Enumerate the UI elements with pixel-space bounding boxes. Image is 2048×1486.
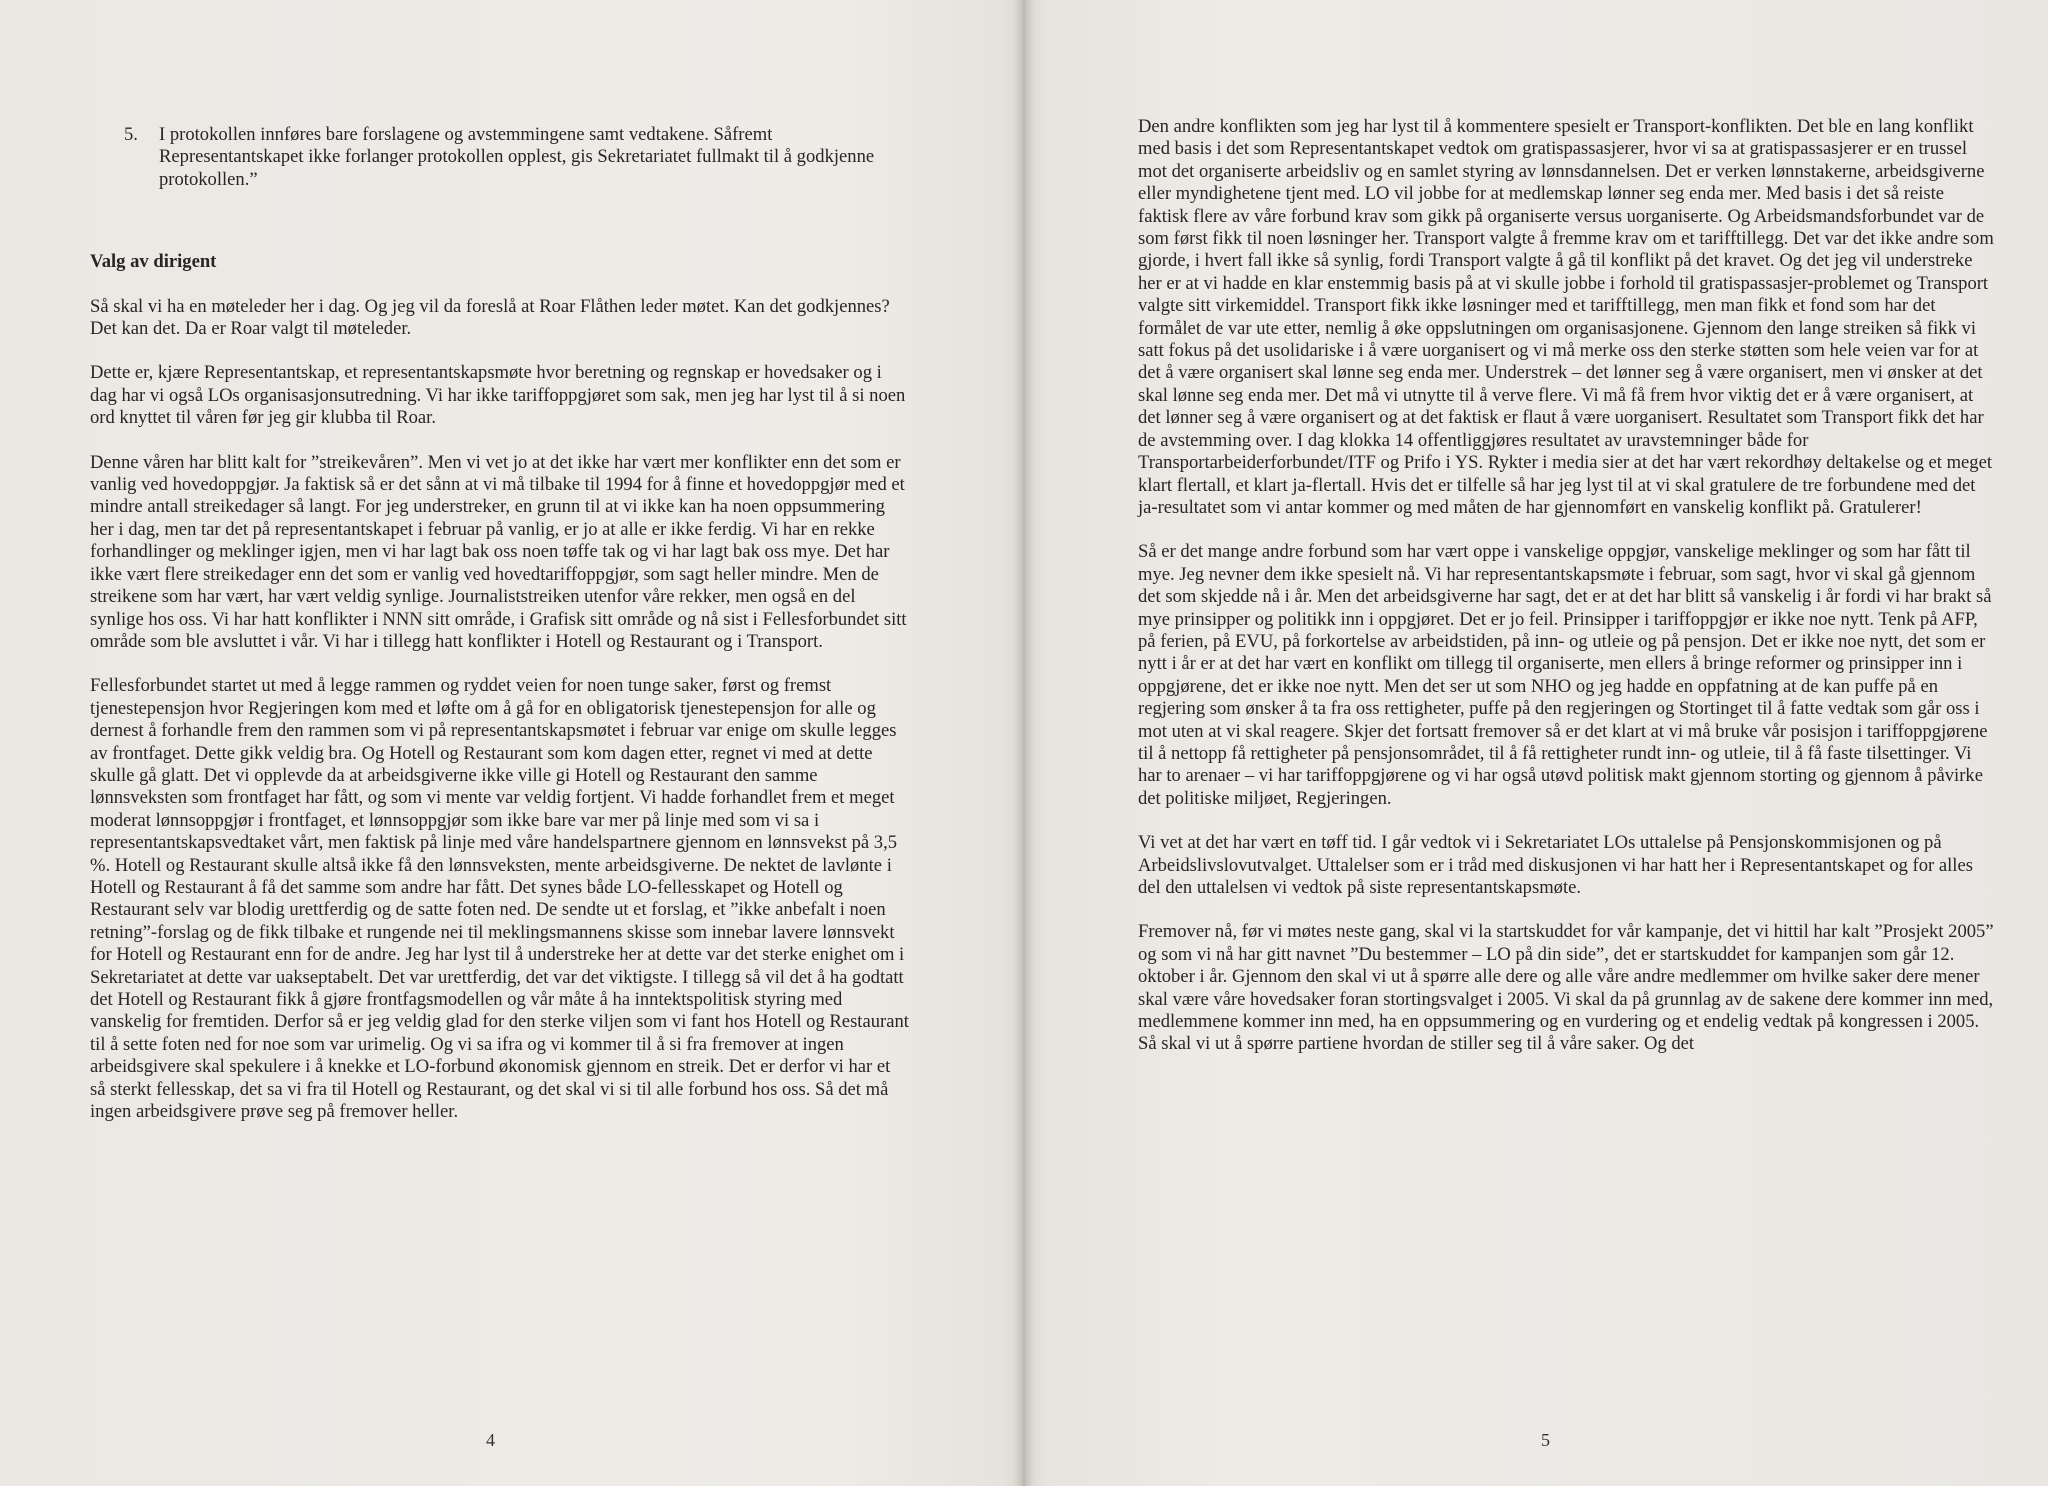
page-number: 5 <box>1541 1430 1550 1450</box>
section-heading: Valg av dirigent <box>90 251 217 273</box>
page-left <box>0 0 1016 1486</box>
paragraph: Fellesforbundet startet ut med å legge rammen og ryddet veien for noen tunge saker, først og fremst tjenestepensjon hvor Regjeringen kom med et løfte om å gå for en obligatorisk tjenestepensjon for alle og dernest å forhandle frem den rammen som vi på representantskapsmøtet i februar var enige om skulle legges av frontfaget. Dette gikk veldig bra. Og Hotell og Restaurant som kom dagen etter, regnet vi med at dette skulle gå glatt. Det vi opplevde da at arbeidsgiverne ikke ville gi Hotell og Restaurant den samme lønnsveksten som frontfaget har fått, og som vi mente var veldig fortjent. Vi hadde forhandlet frem et meget moderat lønnsoppgjør i frontfaget, et lønnsoppgjør som ikke bare var mer på linje med som vi sa i representantskapsvedtaket vårt, men faktisk på linje med våre handelspartnere gjennom en lønnsvekst på 3,5 %. Hotell og Restaurant skulle altså ikke få den lønnsveksten, mente arbeidsgiverne. De nektet de lavlønte i Hotell og Restaurant å få det samme som andre har fått. Det synes både LO-fellesskapet og Hotell og Restaurant selv var blodig urettferdig og de satte foten ned. De sendte ut et forslag, et ”ikke anbefalt i noen retning”-forslag og de fikk tilbake et rungende nei til meklingsmannens skisse som innebar lavere lønnsvekt for Hotell og Restaurant enn for de andre. Jeg har lyst til å understreke her at dette var det sterke enighet om i Sekretariatet at dette var uakseptabelt. Det var urettferdig, det var det viktigste. I tillegg så vil det å ha godtatt det Hotell og Restaurant fikk å gjøre frontfagsmodellen og vår måte å ha inntektspolitisk styring med vanskelig for fremtiden. Derfor så er jeg veldig glad for den sterke viljen som vi fant hos Hotell og Restaurant til å sette foten ned for noe som var urimelig. Og vi sa ifra og vi kommer til å si fra fremover at ingen arbeidsgivere skal spekulere i å knekke et LO-forbund økonomisk gjennom en streik. Det er derfor vi har et så sterkt fellesskap, det sa vi fra til Hotell og Restaurant, og det skal vi si til alle forbund hos oss. Så det må ingen arbeidsgivere prøve seg på fremover heller. <box>90 675 909 1123</box>
paragraph: Fremover nå, før vi møtes neste gang, skal vi la startskuddet for vår kampanje, det vi hittil har kalt ”Prosjekt 2005” og som vi nå har gitt navnet ”Du bestemmer – LO på din side”, det er startskuddet for kampanjen som går 12. oktober i år. Gjennom den skal vi ut å spørre alle dere og alle våre andre medlemmer om hvilke saker dere mener skal være våre hovedsaker foran stortingsvalget i 2005. Vi skal da på grunnlag av de sakene dere kommer inn med, medlemmene kommer inn med, ha en oppsummering og en vurdering og et endelig vedtak på kongressen i 2005. Så skal vi ut å spørre partiene hvordan de stiller seg til å våre saker. Og det <box>1138 921 1994 1055</box>
paragraph: Den andre konflikten som jeg har lyst til å kommentere spesielt er Transport-konflikten. Det ble en lang konflikt med basis i det som Representantskapet vedtok om gratispassasjerer, hvor vi sa at gratispassasjerer er en trussel mot det organiserte arbeidsliv og en samlet styring av lønnsdannelsen. Det er verken lønnstakerne, arbeidsgiverne eller myndighetene tjent med. LO vil jobbe for at medlemskap lønner seg enda mer. Med basis i det så reiste faktisk flere av våre forbund krav som gikk på organiserte versus uorganiserte. Og Arbeidsmandsforbundet var de som først fikk til noen løsninger her. Transport valgte å fremme krav om et tarifftillegg. Det var det ikke andre som gjorde, i hvert fall ikke så synlig, fordi Transport valgte å gå til konflikt på det kravet. Og det jeg vil understreke her er at vi hadde en klar enstemmig basis på at vi skulle jobbe i forhold til gratispassasjer-problemet og Transport valgte sitt virkemiddel. Transport fikk ikke løsninger med et tarifftillegg, men man fikk et fond som har det formålet de var ute etter, nemlig å øke oppslutningen om organisasjonene. Gjennom den lange streiken så fikk vi satt fokus på det usolidariske i å være uorganisert og vi må merke oss den sterke støtten som hele veien var for at det å være organisert skal lønne seg enda mer. Understrek – det lønner seg å være organisert, men vi ønsker at det skal lønne seg enda mer. Det må vi utnytte til å verve flere. Vi må få frem hvor viktig det er å være organisert, at det lønner seg å være organisert og at det faktisk er flaut å være uorganisert. Resultatet som Transport fikk det har de avstemming over. I dag klokka 14 offentliggjøres resultatet av uravstemninger både for Transportarbeiderforbundet/ITF og Prifo i YS. Rykter i media sier at det har vært rekordhøy deltakelse og et meget klart flertall, et klart ja-flertall. Hvis det er tilfelle så har jeg lyst til at vi skal gratulere de tre forbundene med det ja-resultatet som vi antar kommer og med måten de har gjennomført en vanskelig konflikt på. Gratulerer! <box>1138 116 1994 518</box>
paragraph: Dette er, kjære Representantskap, et representantskapsmøte hvor beretning og regnskap er hovedsaker og i dag har vi også LOs organisasjonsutredning. Vi har ikke tariffoppgjøret som sak, men jeg har lyst til å si noen ord knyttet til våren før jeg gir klubba til Roar. <box>90 362 906 429</box>
book-fold <box>1014 0 1034 1486</box>
item-number: 5. <box>124 124 138 145</box>
page-number: 4 <box>486 1430 495 1450</box>
page-right <box>1032 0 2048 1486</box>
paragraph: Vi vet at det har vært en tøff tid. I går vedtok vi i Sekretariatet LOs uttalelse på Pensjonskommisjonen og på Arbeidslivslovutvalget. Uttalelser som er i tråd med diskusjonen vi har hatt her i Representantskapet og for alles del den uttalelsen vi vedtok på siste representantskapsmøte. <box>1138 832 1973 898</box>
left-text-column <box>90 124 910 1145</box>
paragraph: Så er det mange andre forbund som har vært oppe i vanskelige oppgjør, vanskelige meklinger og som har fått til mye. Jeg nevner dem ikke spesielt nå. Vi har representantskapsmøte i februar, som sagt, hvor vi skal gå gjennom det som skjedde nå i år. Men det arbeidsgiverne har sagt, det er at det har blitt så vanskelig i år fordi vi har brakt så mye prinsipper og politikk inn i oppgjøret. Det er jo feil. Prinsipper i tariffoppgjør er ikke noe nytt. Tenk på AFP, på ferien, på EVU, på forkortelse av arbeidstiden, på inn- og utleie og på pensjon. Det er ikke noe nytt, det som er nytt i år er at det har vært en konflikt om tillegg til organiserte, men ellers å bringe reformer og prinsipper inn i oppgjørene, det er ikke noe nytt. Men det ser ut som NHO og jeg hadde en oppfatning at de kan puffe på en regjering som ønsker å ta fra oss rettigheter, puffe på den regjeringen og Stortinget til å fatte vedtak som går oss i mot uten at vi skal reagere. Skjer det fortsatt fremover så er det klart at vi må bruke vår posisjon i tariffoppgjørene til å nettopp få rettigheter på pensjonsområdet, til å få rettigheter rundt inn- og utleie, til å få faste tilsettinger. Vi har to arenaer – vi har tariffoppgjørene og vi har også utøvd politisk makt gjennom storting og gjennom å påvirke det politiske miljøet, Regjeringen. <box>1138 541 1992 809</box>
item-text: I protokollen innføres bare forslagene og avstemmingene samt vedtakene. Såfremt Representantskapet ikke forlanger protokollen opplest, gis Sekretariatet fullmakt til å godkjenne protokollen.” <box>159 124 875 190</box>
protocol-item-5 <box>90 124 910 191</box>
paragraph: Denne våren har blitt kalt for ”streikevåren”. Men vi vet jo at det ikke har vært mer konflikter enn det som er vanlig ved hovedoppgjør. Ja faktisk så er det sånn at vi må tilbake til 1994 for å finne et hovedoppgjør med et mindre antall streikedager så langt. For jeg understreker, en grunn til at vi ikke kan ha noen oppsummering her i dag, men tar det på representantskapet i februar på vanlig, er jo at alle er ikke ferdig. Vi har en rekke forhandlinger og meklinger igjen, men vi har lagt bak oss noen tøffe tak og vi har lagt bak oss mye. Det har ikke vært flere streikedager enn det som er vanlig ved hovedtariffoppgjør, som sagt heller mindre. Men de streikene som har vært, har vært veldig synlige. Journaliststreiken utenfor våre rekker, men også en del synlige hos oss. Vi har hatt konflikter i NNN sitt område, i Grafisk sitt område og nå sist i Fellesforbundet sitt område som ble avsluttet i vår. Vi har i tillegg hatt konflikter i Hotell og Restaurant og i Transport. <box>90 451 907 652</box>
paragraph: Så skal vi ha en møteleder her i dag. Og jeg vil da foreslå at Roar Flåthen leder møtet. Kan det godkjennes? Det kan det. Da er Roar valgt til møteleder. <box>90 295 890 340</box>
right-text-column <box>1138 116 1996 1078</box>
